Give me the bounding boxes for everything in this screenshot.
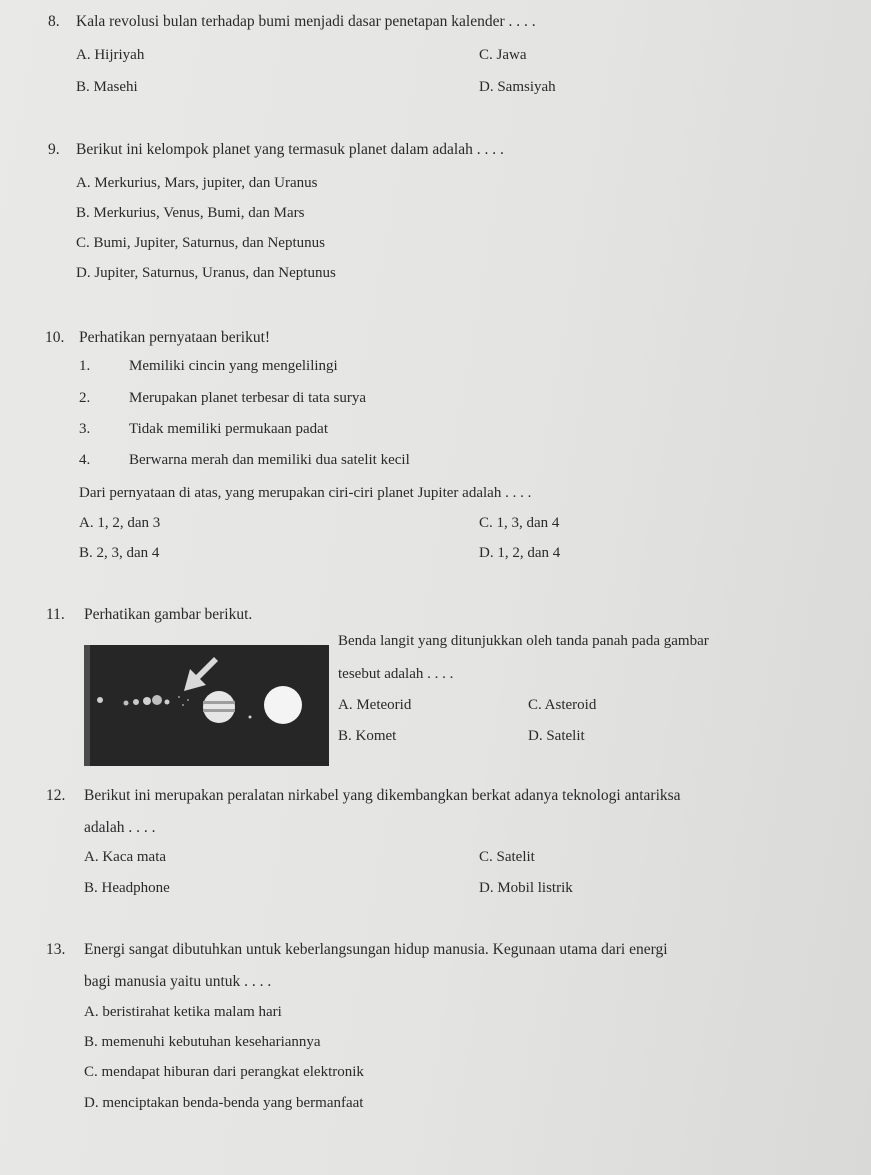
question-number: 10.	[45, 329, 65, 346]
option-c[interactable]: C. Satelit	[479, 849, 535, 865]
option-d[interactable]: D. 1, 2, dan 4	[479, 545, 561, 561]
question-number: 11.	[46, 606, 65, 623]
option-c[interactable]: C. mendapat hiburan dari perangkat elektronik	[84, 1064, 364, 1080]
option-a[interactable]: A. Hijriyah	[76, 47, 145, 63]
question-side-text-2: tesebut adalah . . . .	[338, 666, 454, 682]
question-text-continued: adalah . . . .	[84, 819, 156, 836]
option-b[interactable]: B. Masehi	[76, 79, 138, 95]
option-d[interactable]: D. menciptakan benda-benda yang bermanfaat	[84, 1095, 364, 1111]
question-text: Kala revolusi bulan terhadap bumi menjadi dasar penetapan kalender . . . .	[76, 13, 536, 30]
statement-number: 1.	[79, 358, 91, 374]
question-text: Perhatikan gambar berikut.	[84, 606, 253, 623]
option-a[interactable]: A. Kaca mata	[84, 849, 167, 865]
option-b[interactable]: B. Headphone	[84, 880, 170, 896]
question-side-text-1: Benda langit yang ditunjukkan oleh tanda panah pada gambar	[338, 633, 709, 649]
question-text: Berikut ini kelompok planet yang termasuk planet dalam adalah . . . .	[76, 141, 504, 158]
question-number: 12.	[46, 787, 66, 804]
statement-text: Tidak memiliki permukaan padat	[129, 421, 328, 437]
statement-text: Merupakan planet terbesar di tata surya	[129, 390, 366, 406]
option-b[interactable]: B. Merkurius, Venus, Bumi, dan Mars	[76, 205, 305, 221]
question-text-continued: bagi manusia yaitu untuk . . . .	[84, 973, 272, 990]
option-d[interactable]: D. Satelit	[528, 728, 585, 744]
statement-text: Berwarna merah dan memiliki dua satelit kecil	[129, 452, 410, 468]
statement-text: Memiliki cincin yang mengelilingi	[129, 358, 338, 374]
question-number: 9.	[48, 141, 60, 158]
option-a[interactable]: A. 1, 2, dan 3	[79, 515, 161, 531]
option-d[interactable]: D. Jupiter, Saturnus, Uranus, dan Neptunus	[76, 265, 336, 281]
option-a[interactable]: A. Merkurius, Mars, jupiter, dan Uranus	[76, 175, 318, 191]
option-d[interactable]: D. Samsiyah	[479, 79, 556, 95]
option-a[interactable]: A. beristirahat ketika malam hari	[84, 1004, 282, 1020]
option-c[interactable]: C. Jawa	[479, 47, 527, 63]
question-text: Energi sangat dibutuhkan untuk keberlangsungan hidup manusia. Kegunaan utama dari energi	[84, 941, 668, 958]
statement-number: 3.	[79, 421, 91, 437]
solar-system-illustration	[84, 645, 329, 766]
question-text: Berikut ini merupakan peralatan nirkabel yang dikembangkan berkat adanya teknologi antariksa	[84, 787, 681, 804]
option-b[interactable]: B. Komet	[338, 728, 397, 744]
option-b[interactable]: B. 2, 3, dan 4	[79, 545, 160, 561]
option-c[interactable]: C. Asteroid	[528, 697, 597, 713]
question-number: 13.	[46, 941, 66, 958]
option-b[interactable]: B. memenuhi kebutuhan kesehariannya	[84, 1034, 321, 1050]
option-d[interactable]: D. Mobil listrik	[479, 880, 573, 896]
option-c[interactable]: C. 1, 3, dan 4	[479, 515, 560, 531]
statement-number: 4.	[79, 452, 91, 468]
option-c[interactable]: C. Bumi, Jupiter, Saturnus, dan Neptunus	[76, 235, 325, 251]
question-prompt: Dari pernyataan di atas, yang merupakan ciri-ciri planet Jupiter adalah . . . .	[79, 485, 532, 501]
question-text: Perhatikan pernyataan berikut!	[79, 329, 271, 346]
solar-system-image	[84, 645, 329, 766]
statement-number: 2.	[79, 390, 91, 406]
option-a[interactable]: A. Meteorid	[338, 697, 412, 713]
question-number: 8.	[48, 13, 60, 30]
